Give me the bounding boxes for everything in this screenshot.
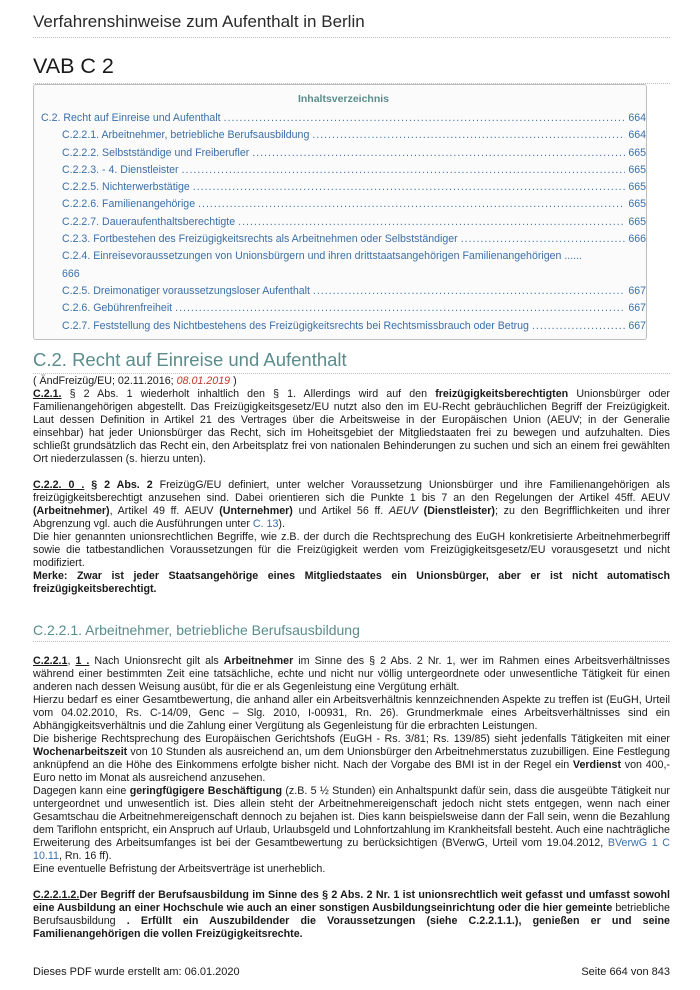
paragraph-c22112: C.2.2.1.2.Der Begriff der Berufsausbildung im Sinne des § 2 Abs. 2 Nr. 1 ist unionsrechtlich weit gefasst und umfasst sowohl eine Ausbildung an einer Hochschule wie auch an einer sonstigen Ausbildungseinrichtung oder die hier gemeinte betriebliche Berufsausbildung . Erfüllt ein Auszubildender die Voraussetzungen (siehe C.2.2.1.1.), genießen er und seine Familienangehörigen die vollen Freizügigkeitsrechte. bbox=[33, 889, 670, 940]
toc-item-leader bbox=[252, 145, 625, 162]
toc-item[interactable] bbox=[41, 300, 646, 317]
toc-item-label: C.2.2.1. Arbeitnehmer, betriebliche Berufsausbildung bbox=[62, 129, 310, 142]
paragraph-fixed-term: Eine eventuelle Befristung der Arbeitsverträge ist unerheblich. bbox=[33, 863, 326, 875]
section-heading: C.2. Recht auf Einreise und Aufenthalt bbox=[33, 349, 670, 374]
toc-item[interactable] bbox=[41, 318, 646, 335]
case-law-link[interactable]: BVerwG 1 C 10.11 bbox=[33, 837, 670, 862]
toc-item-page: 665 bbox=[628, 163, 646, 176]
toc-item-page: 664 bbox=[628, 112, 646, 124]
toc-item-label: C.2.4. Einreisevoraussetzungen von Unionsbürgern und ihren drittstaatsangehörigen Familienangehörigen bbox=[62, 250, 562, 263]
paragraph-ref: C.2.1. bbox=[33, 388, 62, 400]
toc-item[interactable] bbox=[41, 162, 646, 179]
toc-item-page: 666 bbox=[62, 267, 80, 280]
toc-item[interactable] bbox=[41, 283, 646, 300]
paragraph-c22: C.2.2. 0 . § 2 Abs. 2 FreizügG/EU definiert, unter welcher Voraussetzung Unionsbürger und ihre Familienangehörigen als freizügigkeitsberechtigt anzusehen sind. Dabei orientieren sich die Punkte 1 bis 7 an den Regelungen der Artikel 45ff. AEUV (Arbeitnehmer), Artikel 49 ff. AEUV (Unternehmer) und Artikel 56 ff. AEUV (Dienstleister); zu den Begrifflichkeiten und ihrer Abgrenzung vgl. auch die Ausführungen unter C. 13). bbox=[33, 479, 670, 530]
toc-item-page: 665 bbox=[628, 181, 646, 194]
document-title: VAB C 2 bbox=[33, 54, 670, 84]
toc-item-page: 667 bbox=[628, 284, 646, 297]
toc-item[interactable] bbox=[41, 127, 646, 144]
toc-item-leader bbox=[532, 318, 625, 335]
section-body bbox=[33, 375, 670, 596]
toc-item[interactable] bbox=[41, 231, 646, 248]
toc-item-leader: ...... bbox=[561, 250, 583, 263]
toc-item-label: C.2.3. Fortbestehen des Freizügigkeitsrechts als Arbeitnehmen oder Selbstständiger bbox=[62, 233, 458, 246]
toc-item-label: C.2.2.7. Daueraufenthaltsberechtigte bbox=[62, 215, 236, 228]
toc-item-leader bbox=[312, 127, 625, 144]
toc-item-page: 665 bbox=[628, 198, 646, 211]
toc-list bbox=[41, 110, 646, 335]
toc-item-leader bbox=[193, 179, 626, 196]
paragraph-terms: Die hier genannten unionsrechtlichen Begriffe, wie z.B. der durch die Rechtsprechung des EuGH konkretisierte Arbeitnehmerbegriff sowie die tatbestandlichen Voraussetzungen für die Freizügigkeit werden vom Freizügigkeitsgesetz/EU vorausgesetzt und nicht modifiziert. bbox=[33, 531, 670, 569]
page-header-title: Verfahrenshinweise zum Aufenthalt in Berlin bbox=[33, 12, 670, 38]
table-of-contents bbox=[33, 84, 647, 340]
change-note: ( ÄndFreizüg/EU; 02.11.2016; 08.01.2019 ) bbox=[33, 375, 237, 387]
note-merke: Merke: Zwar ist jeder Staatsangehörige eines Mitgliedstaates ein Unionsbürger, aber er ist nicht automatisch freizügigkeitsberechtigt. bbox=[33, 570, 670, 595]
toc-item-page: 665 bbox=[628, 146, 646, 159]
toc-item-label: C.2.2.6. Familienangehörige bbox=[62, 198, 196, 211]
page-footer bbox=[33, 966, 670, 978]
paragraph-ref: C.2.2.1 bbox=[33, 655, 68, 667]
toc-item-page: 666 bbox=[628, 233, 646, 246]
toc-item[interactable] bbox=[41, 110, 646, 127]
toc-item-leader bbox=[224, 110, 626, 127]
toc-item-label: C.2.7. Feststellung des Nichtbestehens des Freizügigkeitsrechts bei Rechtsmissbrauch oder Betrug bbox=[62, 319, 529, 332]
toc-item[interactable] bbox=[41, 196, 646, 213]
toc-item-label: C.2.6. Gebührenfreiheit bbox=[62, 302, 173, 315]
change-date: 08.01.2019 bbox=[176, 375, 231, 387]
toc-item-leader bbox=[182, 162, 626, 179]
subsection-heading: C.2.2.1. Arbeitnehmer, betriebliche Berufsausbildung bbox=[33, 622, 670, 642]
toc-item-label: C.2.2.2. Selbstständige und Freiberufler bbox=[62, 146, 250, 159]
paragraph-ref: C.2.2.1.2. bbox=[33, 889, 80, 901]
cross-reference-link[interactable]: C. 13 bbox=[252, 518, 279, 530]
toc-item-page: 665 bbox=[628, 215, 646, 228]
subsection-body bbox=[33, 655, 670, 941]
toc-item-leader bbox=[198, 196, 625, 213]
toc-item[interactable] bbox=[41, 214, 646, 231]
toc-item-leader bbox=[313, 283, 625, 300]
toc-item-page: 667 bbox=[628, 302, 646, 315]
paragraph-minor-employment: Dagegen kann eine geringfügigere Beschäftigung (z.B. 5 ½ Stunden) ein Anhaltspunkt dafür sein, dass die ausgeübte Tätigkeit nur untergeordnet und unwesentlich ist. Dies allein steht der Arbeitnehmereigenschaft jedoch nicht stets entgegen, wenn nach einer Gesamtschau die Arbeitnehmereigenschaft dennoch zu bejahen ist. Dies kann beispielsweise dann der Fall sein, wenn die Bezahlung dem Tariflohn entspricht, ein Anspruch auf Urlaub, Urlaubsgeld und Lohnfortzahlung im Krankheitsfall besteht. Auch eine nachträgliche Erweiterung des Arbeitsumfanges ist bei der Gesamtbewertung zu berücksichtigen (BVerwG, Urteil vom 19.04.2012, BVerwG 1 C 10.11, Rn. 16 ff). bbox=[33, 785, 670, 862]
paragraph-case-law: Die bisherige Rechtsprechung des Europäischen Gerichtshofs (EuGH - Rs. 3/81; Rs. 139/85) sieht jedenfalls Tätigkeiten mit einer Wochenarbeitszeit von 10 Stunden als ausreichend an, um dem Unionsbürger den Arbeitnehmerstatus zuzubilligen. Eine Festlegung anknüpfend an die Höhe des Einkommens erfolgte bisher nicht. Nach der Vorgabe des BMI ist in der Regel ein Verdienst von 400,- Euro netto im Monat als ausreichend anzusehen. bbox=[33, 733, 670, 784]
toc-item[interactable] bbox=[41, 248, 646, 283]
toc-item-label: C.2.2.5. Nichterwerbstätige bbox=[62, 181, 190, 194]
paragraph-c21: C.2.1. § 2 Abs. 1 wiederholt inhaltlich den § 1. Allerdings wird auf den freizügigkeitsberechtigten Unionsbürger oder Familienangehörigen abgestellt. Das Freizügigkeitsgesetz/EU nutzt also den im EU-Recht gebräuchlichen Begriff der Freizügigkeit. Laut dessen Definition in Artikel 21 des Vertrages über die Arbeitsweise in der Europäischen Union (AEUV; in der Generalie einsehbar) hat jeder Unionsbürger das Recht, sich im Hoheitsgebiet der Mitgliedstaaten frei zu bewegen und aufzuhalten. Dies schließt grundsätzlich das Recht ein, den Arbeitsplatz frei von nationalen Behinderungen zu suchen und sich an einem frei gewählten Ort niederzulassen (s. hierzu unten). bbox=[33, 388, 670, 465]
toc-item-leader bbox=[238, 214, 625, 231]
toc-item[interactable] bbox=[41, 179, 646, 196]
paragraph-assessment: Hierzu bedarf es einer Gesamtbewertung, die anhand aller ein Arbeitsverhältnis kennzeichnenden Aspekte zu treffen ist (EuGH, Urteil vom 04.02.2010, Rs. C-14/09, Genc – Slg. 2010, I-00931, Rn. 26). Grundmerkmale eines Arbeitsverhältnisses sind ein Abhängigkeitsverhältnis und die Zahlung einer Vergütung als Gegenleistung für die erbrachten Leistungen. bbox=[33, 694, 670, 732]
paragraph-ref: C.2.2. 0 . bbox=[33, 479, 85, 491]
toc-item-label: C.2.5. Dreimonatiger voraussetzungsloser Aufenthalt bbox=[62, 284, 310, 297]
toc-item-label: C.2. Recht auf Einreise und Aufenthalt bbox=[41, 112, 221, 124]
toc-item-page: 664 bbox=[628, 129, 646, 142]
paragraph-c2211: C.2.2.1, 1 . Nach Unionsrecht gilt als Arbeitnehmer im Sinne des § 2 Abs. 2 Nr. 1, wer im Rahmen eines Arbeitsverhältnisses während einer bestimmten Zeit eine tatsächliche, echte und nicht nur völlig untergeordnete oder unwesentliche Tätigkeit für einen anderen nach dessen Weisung ausübt, für die er als Gegenleistung eine Vergütung erhält. bbox=[33, 655, 670, 693]
toc-title: Inhaltsverzeichnis bbox=[297, 93, 390, 105]
toc-item-leader bbox=[175, 300, 625, 317]
toc-item[interactable] bbox=[41, 145, 646, 162]
footer-page-number: Seite 664 von 843 bbox=[581, 966, 670, 978]
toc-item-page: 667 bbox=[628, 319, 646, 332]
paragraph-ref-2: 1 . bbox=[75, 655, 90, 667]
toc-item-label: C.2.2.3. - 4. Dienstleister bbox=[62, 163, 179, 176]
toc-item-leader bbox=[461, 231, 626, 248]
footer-created-date: Dieses PDF wurde erstellt am: 06.01.2020 bbox=[33, 966, 240, 978]
